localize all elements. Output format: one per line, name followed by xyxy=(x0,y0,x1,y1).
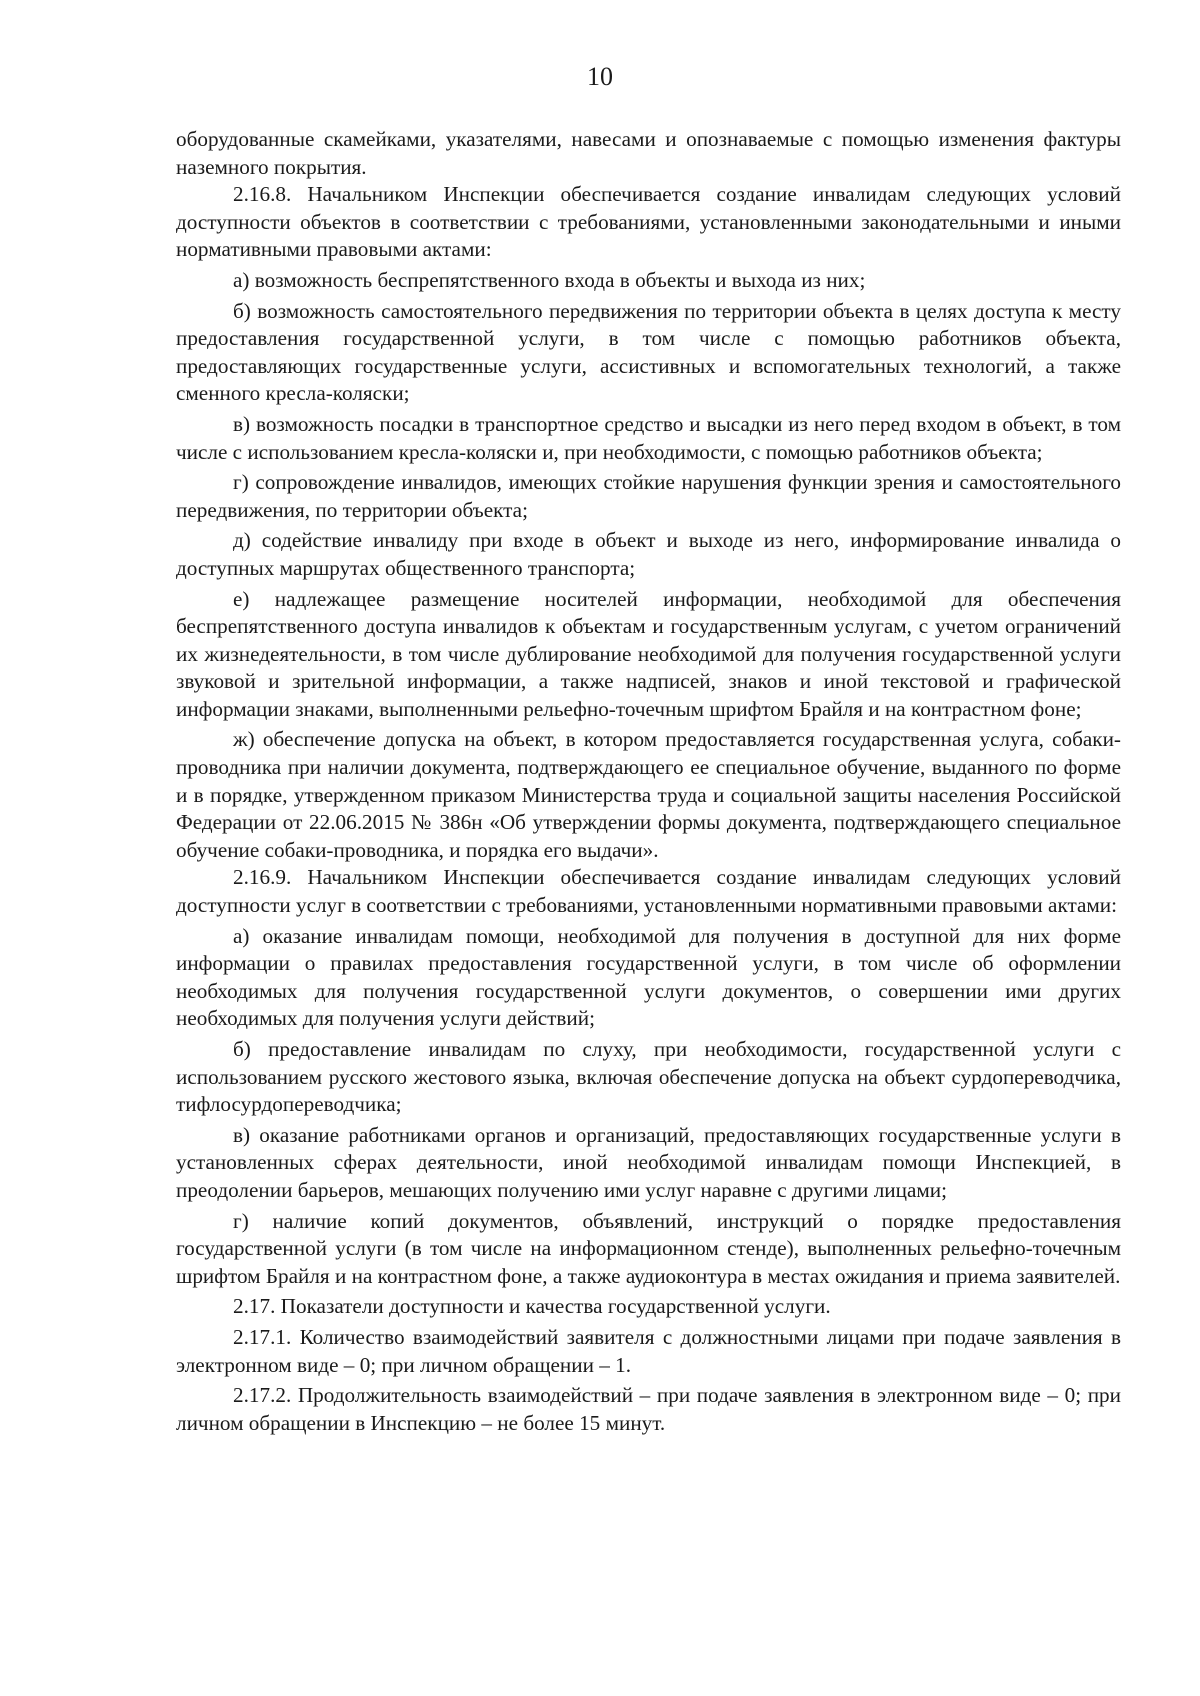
paragraph-continuation: оборудованные скамейками, указателями, навесами и опознаваемые с помощью изменения фактуры наземного покрытия. xyxy=(176,127,1121,179)
paragraph-service-item-a: а) оказание инвалидам помощи, необходимой для получения в доступной для них форме информации о правилах предоставления государственной услуги, в том числе об оформлении необходимых для получения государственной услуги документов, о совершении ими других необходимых для получения услуги действий; xyxy=(176,923,1121,1031)
paragraph-service-item-b: б) предоставление инвалидам по слуху, при необходимости, государственной услуги с использованием русского жестового языка, включая обеспечение допуска на объект сурдопереводчика, тифлосурдопереводчика; xyxy=(176,1037,1121,1117)
paragraph-service-item-g: г) наличие копий документов, объявлений, инструкций о порядке предоставления государственной услуги (в том числе на информационном стенде), выполненных рельефно-точечным шрифтом Брайля и на контрастном фоне, а также аудиоконтура в местах ожидания и приема заявителей. xyxy=(176,1208,1121,1288)
page-number: 10 xyxy=(587,62,613,91)
paragraph-2-16-8: 2.16.8. Начальником Инспекции обеспечивается создание инвалидам следующих условий доступности объектов в соответствии с требованиями, установленными законодательными и иными нормативными правовыми актами: xyxy=(176,182,1121,262)
paragraph-item-d: д) содействие инвалиду при входе в объект и выходе из него, информирование инвалида о доступных маршрутах общественного транспорта; xyxy=(176,528,1121,580)
paragraph-item-b: б) возможность самостоятельного передвижения по территории объекта в целях доступа к месту предоставления государственной услуги, в том числе с помощью работников объекта, предоставляющих государственные услуги, ассистивных и вспомогательных технологий, а также сменного кресла-коляски; xyxy=(176,298,1121,406)
paragraph-item-a: а) возможность беспрепятственного входа в объекты и выхода из них; xyxy=(233,267,866,292)
paragraph-2-17-2: 2.17.2. Продолжительность взаимодействий – при подаче заявления в электронном виде – 0; при личном обращении в Инспекцию – не более 15 минут. xyxy=(176,1383,1121,1435)
paragraph-item-zh: ж) обеспечение допуска на объект, в котором предоставляется государственная услуга, собаки-проводника при наличии документа, подтверждающего ее специальное обучение, выданного по форме и в порядке, утвержденном приказом Министерства труда и социальной защиты населения Российской Федерации от 22.06.2015 № 386н «Об утверждении формы документа, подтверждающего специальное обучение собаки-проводника, и порядка его выдачи». xyxy=(176,727,1121,862)
paragraph-item-v: в) возможность посадки в транспортное средство и высадки из него перед входом в объект, в том числе с использованием кресла-коляски и, при необходимости, с помощью работников объекта; xyxy=(176,411,1121,464)
paragraph-item-g: г) сопровождение инвалидов, имеющих стойкие нарушения функции зрения и самостоятельного передвижения, по территории объекта; xyxy=(176,470,1121,522)
paragraph-2-17: 2.17. Показатели доступности и качества государственной услуги. xyxy=(233,1294,831,1319)
paragraph-2-16-9: 2.16.9. Начальником Инспекции обеспечивается создание инвалидам следующих условий доступности услуг в соответствии с требованиями, установленными нормативными правовыми актами: xyxy=(176,865,1121,918)
document-body xyxy=(176,126,1121,1437)
paragraph-item-e: е) надлежащее размещение носителей информации, необходимой для обеспечения беспрепятственного доступа инвалидов к объектам и государственным услугам, с учетом ограничений их жизнедеятельности, в том числе дублирование необходимой для получения государственной услуги звуковой и зрительной информации, а также надписей, знаков и иной текстовой и графической информации знаками, выполненными рельефно-точечным шрифтом Брайля и на контрастном фоне; xyxy=(176,586,1121,721)
paragraph-2-17-1: 2.17.1. Количество взаимодействий заявителя с должностными лицами при подаче заявления в электронном виде – 0; при личном обращении – 1. xyxy=(176,1324,1121,1377)
paragraph-service-item-v: в) оказание работниками органов и организаций, предоставляющих государственные услуги в установленных сферах деятельности, иной необходимой инвалидам помощи Инспекцией, в преодолении барьеров, мешающих получению ими услуг наравне с другими лицами; xyxy=(176,1122,1121,1202)
